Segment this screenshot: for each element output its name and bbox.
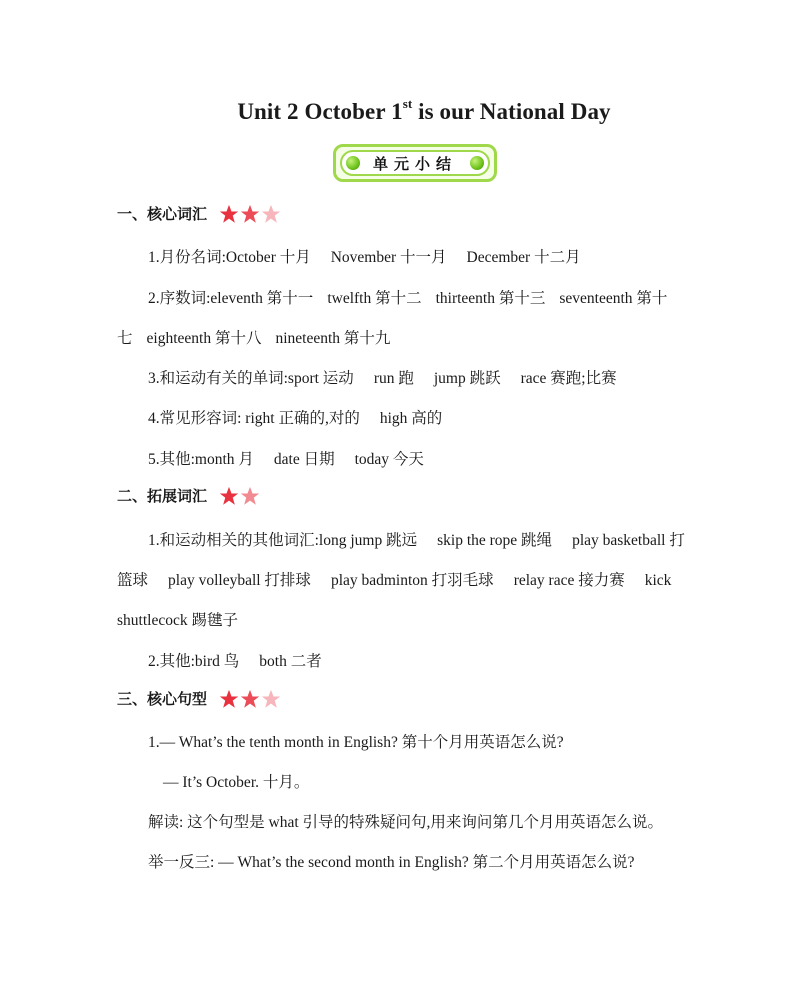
star-icon <box>261 689 281 709</box>
star-icon <box>219 204 239 224</box>
green-ball-icon <box>346 156 360 170</box>
rating-stars <box>219 204 282 224</box>
text-line: 篮球 play volleyball 打排球 play badminton 打羽毛球 relay race 接力赛 kick <box>117 572 672 589</box>
page-title: Unit 2 October 1st is our National Day <box>237 96 611 124</box>
section-heading-extended-vocab: 二、拓展词汇 <box>117 485 261 506</box>
badge-label: 单元小结 <box>372 154 457 173</box>
text-line: 2.其他:bird 鸟 both 二者 <box>148 653 322 670</box>
text-line: 1.— What’s the tenth month in English? 第十个月用英语怎么说? <box>148 734 564 751</box>
text-line: 七 eighteenth 第十八 nineteenth 第十九 <box>117 330 391 347</box>
text-line: 1.月份名词:October 十月 November 十一月 December 十二月 <box>148 249 581 266</box>
text-line: 3.和运动有关的单词:sport 运动 run 跑 jump 跳跃 race 赛跑;比赛 <box>148 370 617 387</box>
star-icon <box>261 204 281 224</box>
text-line: 举一反三: — What’s the second month in English? 第二个月用英语怎么说? <box>148 854 635 871</box>
text-line: 5.其他:month 月 date 日期 today 今天 <box>148 451 424 468</box>
section-heading-core-vocab: 一、核心词汇 <box>117 203 282 224</box>
star-icon <box>219 486 239 506</box>
star-icon <box>219 689 239 709</box>
rating-stars <box>219 689 282 709</box>
text-line: 1.和运动相关的其他词汇:long jump 跳远 skip the rope 跳绳 play basketball 打 <box>148 532 685 549</box>
text-line: — It’s October. 十月。 <box>163 774 310 791</box>
star-icon <box>240 486 260 506</box>
star-icon <box>240 204 260 224</box>
section-heading-core-sentences: 三、核心句型 <box>117 688 282 709</box>
green-ball-icon <box>470 156 484 170</box>
text-line: 解读: 这个句型是 what 引导的特殊疑问句,用来询问第几个月用英语怎么说。 <box>148 814 663 831</box>
text-line: shuttlecock 踢毽子 <box>117 612 238 629</box>
unit-summary-badge <box>333 144 497 182</box>
text-line: 2.序数词:eleventh 第十一 twelfth 第十二 thirteenth 第十三 seventeenth 第十 <box>148 290 668 307</box>
star-icon <box>240 689 260 709</box>
rating-stars <box>219 486 261 506</box>
text-line: 4.常见形容词: right 正确的,对的 high 高的 <box>148 410 443 427</box>
